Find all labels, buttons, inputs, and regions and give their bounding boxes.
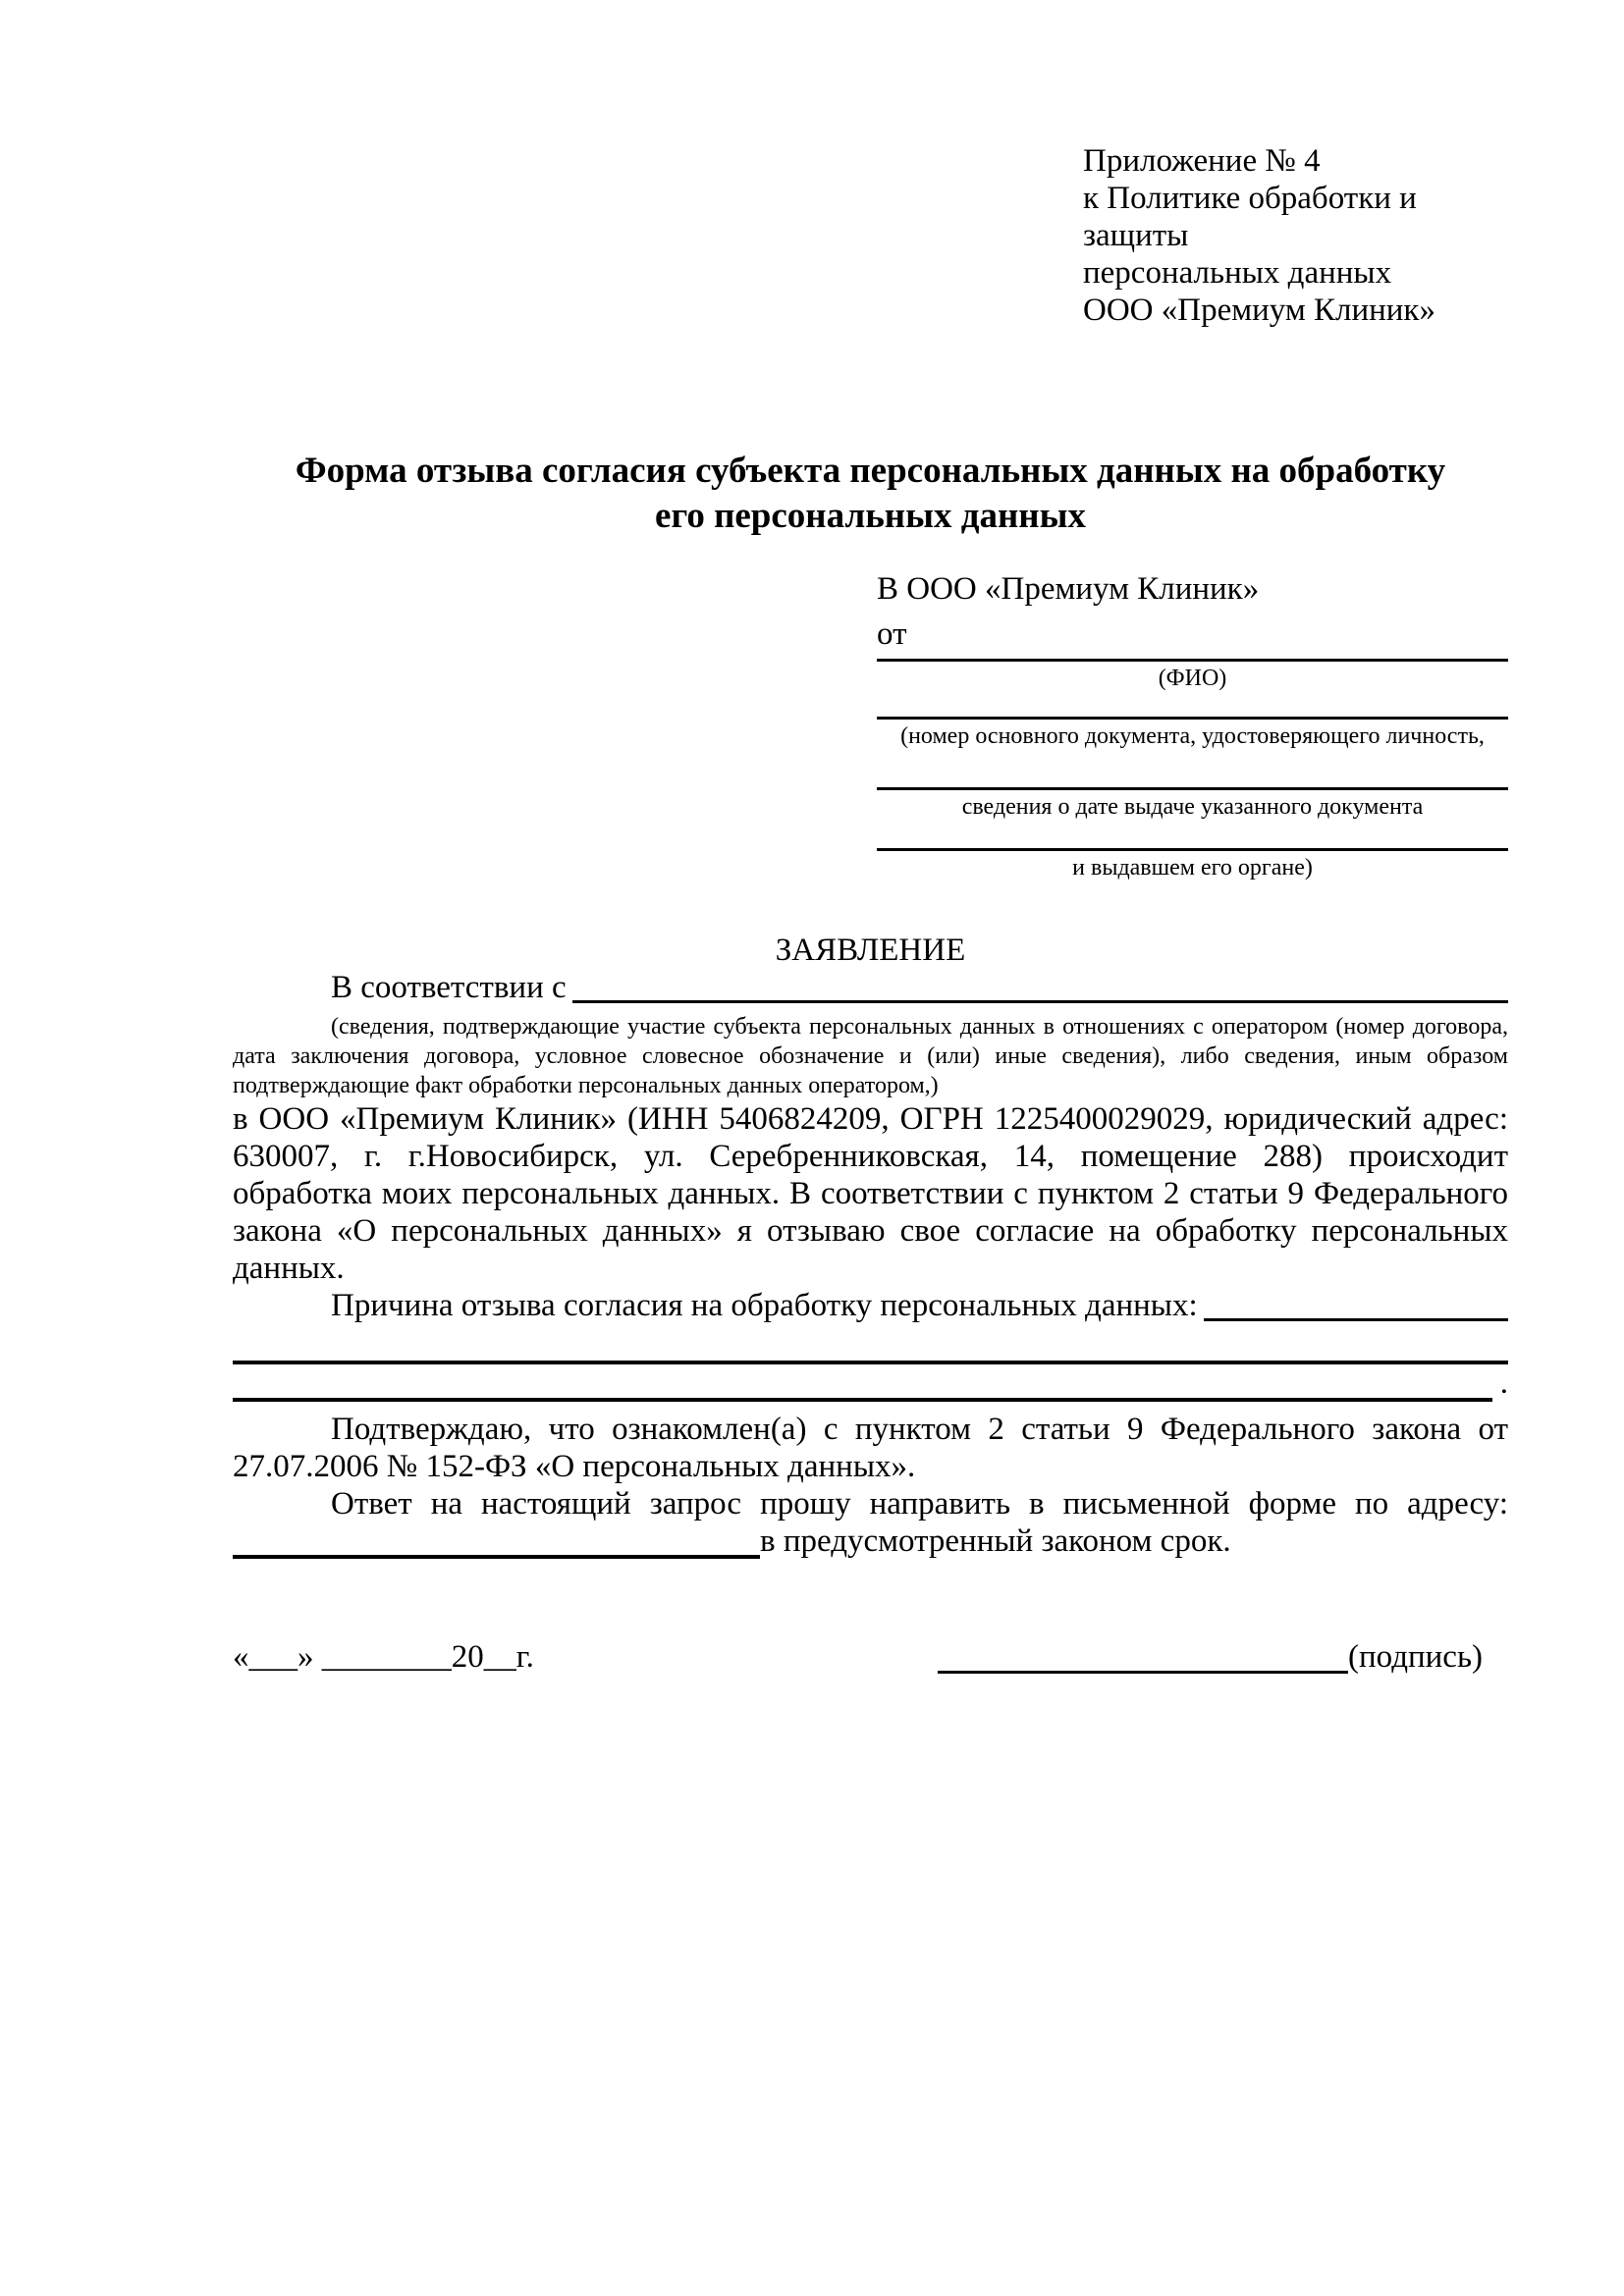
blank-line-period: . [1499,1365,1508,1401]
statement-body: в ООО «Премиум Клиник» (ИНН 5406824209, ОГРН 1225400029029, юридический адрес: 630007, г. г.Новосибирск, ул. Серебренниковская, 14, помещение 288) происходит обработка моих персональных данных. В соответствии с пунктом 2 статьи 9 Федерального закона «О персональных данных» я отзываю свое согласие на обработку персональных данных. [233,1101,1508,1286]
reply-suffix: в предусмотренный законом срок. [760,1523,1231,1559]
reason-blank-field [1204,1287,1508,1321]
date-signature-gap [534,1638,938,1676]
recipient-to: В ООО «Премиум Клиник» [877,571,1260,607]
annex-line: персональных данных [1083,255,1392,291]
recipient-from-field [877,615,1508,662]
annex-line: Приложение № 4 [1083,143,1321,179]
reason-blank-row-2 [233,1364,1508,1402]
paragraph-indent [233,969,331,1006]
confirmation-paragraph: Подтверждаю, что ознакомлен(а) с пунктом 2 статьи 9 Федерального закона от 27.07.2006 № 152-ФЗ «О персональных данных». [233,1412,1508,1484]
reason-label: Причина отзыва согласия на обработку персональных данных: [331,1288,1198,1323]
fio-caption: (ФИО) [1158,666,1227,691]
document-number-field [877,691,1508,720]
document-title [233,449,1508,539]
issuing-authority-caption: и выдавшем его органе) [1072,855,1313,881]
date-blank: «___» ________20__г. [233,1639,534,1675]
title-line-2: его персональных данных [655,496,1086,536]
accordance-line [233,969,1508,1006]
reason-blank-row-1 [233,1324,1508,1364]
issue-date-field [877,749,1508,790]
document-number-caption: (номер основного документа, удостоверяющего личность, [900,723,1485,749]
annex-line: ООО «Премиум Клиник» [1083,293,1435,328]
reply-request-paragraph: Ответ на настоящий запрос прошу направить в письменной форме по адресу: [331,1486,1508,1522]
recipient-block [877,570,1508,881]
from-label: от [877,616,907,652]
fine-print-note: (сведения, подтверждающие участие субъекта персональных данных в отношениях с оператором (номер договора, дата заключения договора, условное словесное обозначение и (или) иные сведения), либо сведения, иным образом подтверждающие факт обработки персональных данных оператором,) [233,1014,1508,1098]
signature-caption: (подпись) [1348,1639,1483,1675]
annex-line: к Политике обработки и защиты [1083,181,1417,253]
title-line-1: Форма отзыва согласия субъекта персональных данных на обработку [295,451,1446,491]
reply-address-line [233,1522,1508,1560]
reason-line [233,1287,1508,1324]
document-content [233,142,1508,1676]
address-blank-field [233,1522,760,1559]
issuing-authority-field [877,820,1508,851]
signature-blank-field [938,1638,1348,1674]
statement-heading: ЗАЯВЛЕНИЕ [775,933,966,968]
reason-blank-field-2 [233,1364,1492,1402]
date-signature-row [233,1638,1508,1676]
paragraph-indent [233,1287,331,1324]
annex-header [1083,142,1508,329]
accordance-blank-field [572,969,1508,1003]
accordance-prefix: В соответствии с [331,970,567,1005]
issue-date-caption: сведения о дате выдаче указанного документа [961,794,1424,820]
